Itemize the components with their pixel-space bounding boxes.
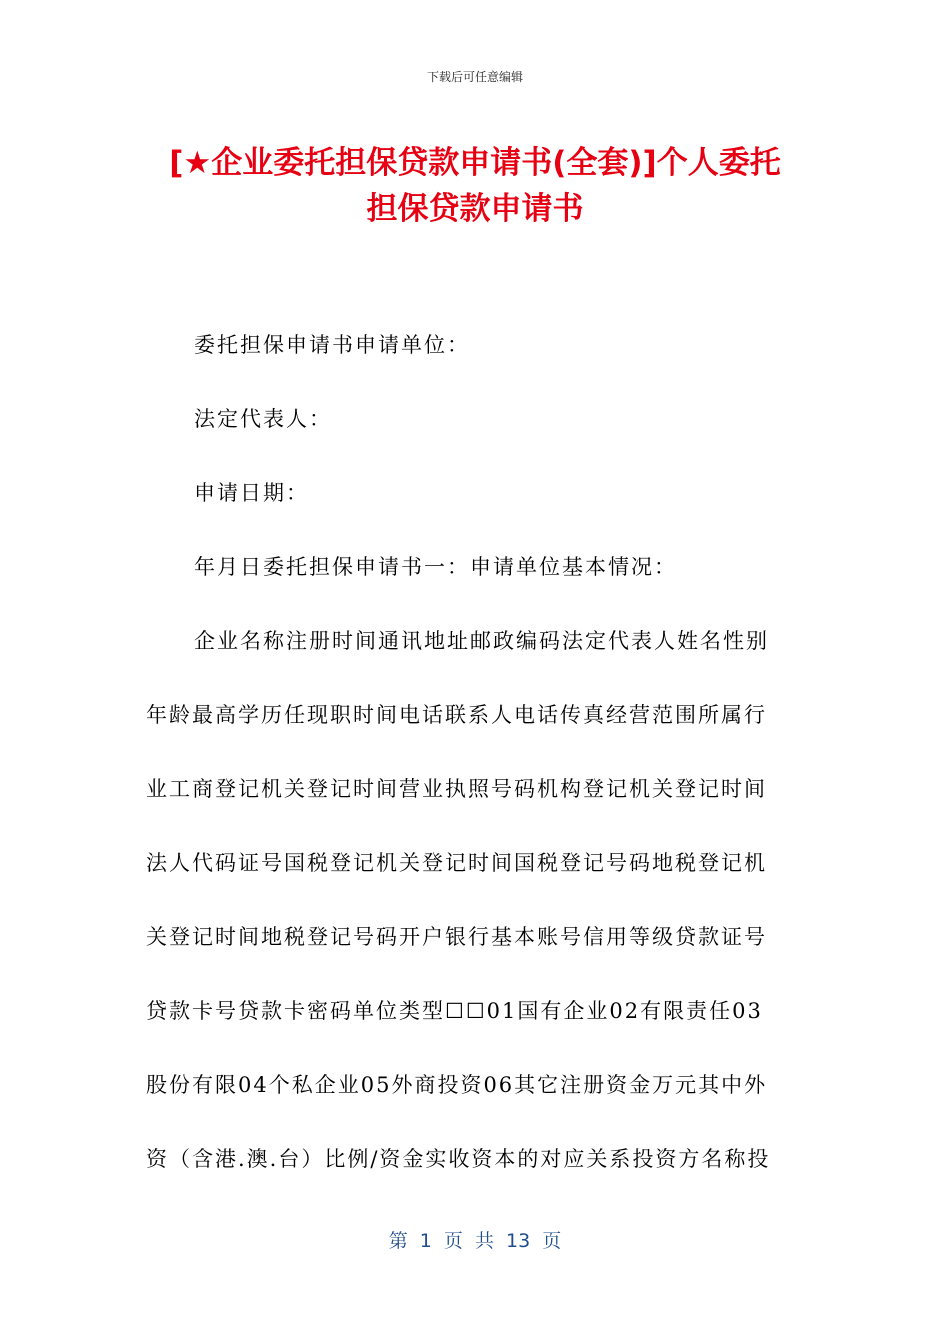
body-line: 年龄最高学历任现职时间电话联系人电话传真经营范围所属行 (146, 703, 767, 727)
title-line-1: [★企业委托担保贷款申请书(全套)]个人委托 (169, 145, 781, 181)
body-line: 股份有限04个私企业05外商投资06其它注册资金万元其中外 (146, 1073, 768, 1097)
header-note: 下载后可任意编辑 (426, 70, 523, 84)
body-line: 委托担保申请书申请单位： (194, 333, 470, 357)
body-line: 资（含港.澳.台）比例/资金实收资本的对应关系投资方名称投 (146, 1147, 771, 1171)
body-line: 贷款卡号贷款卡密码单位类型☐☐01国有企业02有限责任03 (146, 999, 763, 1023)
body-line: 法定代表人： (194, 407, 332, 431)
title-line-2: 担保贷款申请书 (366, 191, 584, 227)
body-line: 年月日委托担保申请书一：申请单位基本情况： (194, 555, 677, 579)
document-body (146, 322, 806, 1210)
document-title (140, 140, 810, 232)
body-line: 业工商登记机关登记时间营业执照号码机构登记机关登记时间 (146, 777, 767, 801)
body-line: 法人代码证号国税登记机关登记时间国税登记号码地税登记机 (146, 851, 767, 875)
body-line: 企业名称注册时间通讯地址邮政编码法定代表人姓名性别 (194, 629, 769, 653)
page-number-footer: 第 1 页 共 13 页 (388, 1230, 562, 1252)
body-line: 关登记时间地税登记号码开户银行基本账号信用等级贷款证号 (146, 925, 767, 949)
body-line: 申请日期： (194, 481, 309, 505)
